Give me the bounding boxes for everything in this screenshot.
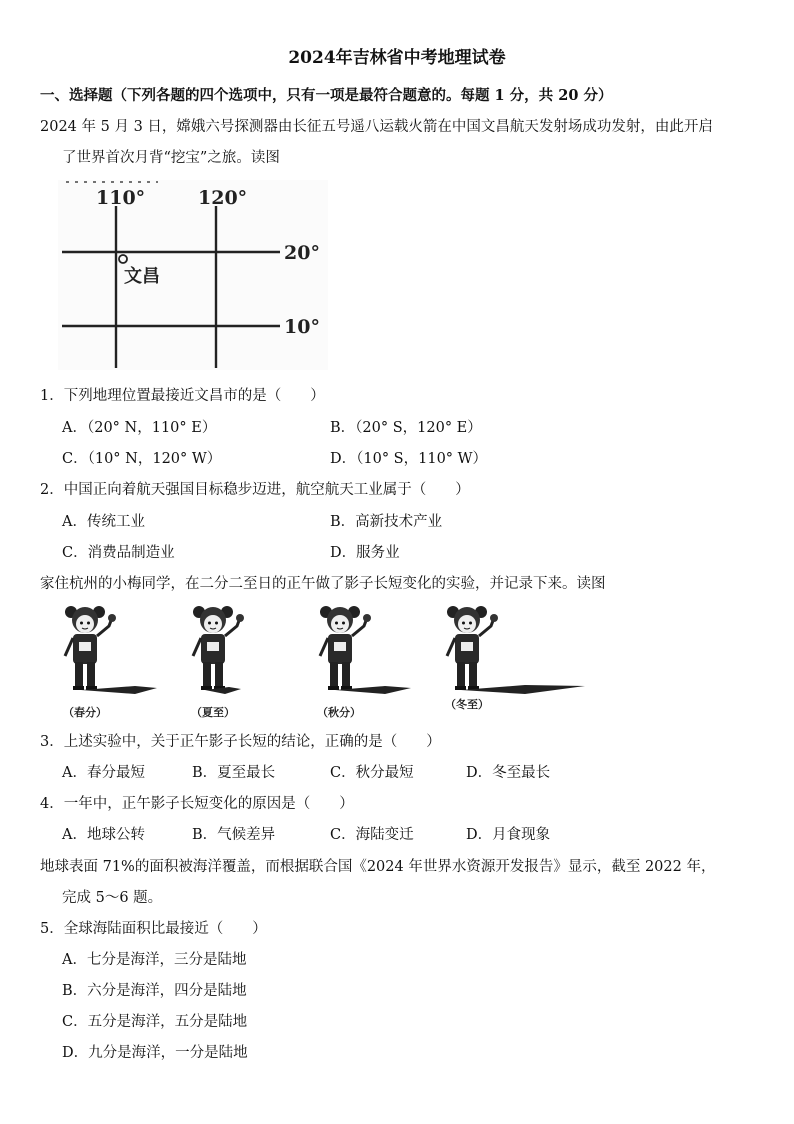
q2-option-a[interactable]: A．传统工业 [62, 514, 145, 530]
q5-option-a[interactable]: A．七分是海洋，三分是陆地 [62, 952, 247, 968]
figure-winter-solstice [445, 606, 585, 711]
label-autumn: （秋分） [317, 706, 361, 719]
q4-option-c[interactable]: C．海陆变迁 [330, 827, 414, 843]
label-winter: （冬至） [445, 698, 489, 711]
intro-paragraph-1: 2024 年 5 月 3 日，嫦娥六号探测器由长征五号遥八运载火箭在中国文昌航天发射场成功发射，由此开启 [40, 119, 713, 135]
intro-paragraph-2: 家住杭州的小梅同学，在二分二至日的正午做了影子长短变化的实验，并记录下来。读图 [40, 576, 606, 592]
q3-option-c[interactable]: C．秋分最短 [330, 765, 414, 781]
q5-option-d[interactable]: D．九分是海洋，一分是陆地 [62, 1045, 248, 1061]
q1-option-a[interactable]: A．（20° N，110° E） [62, 420, 217, 436]
q3-option-d[interactable]: D．冬至最长 [466, 765, 551, 781]
intro-paragraph-1-cont: 了世界首次月背“挖宝”之旅。读图 [62, 150, 280, 166]
lon-label-right: 120° [198, 187, 248, 209]
q1-option-d[interactable]: D．（10° S，110° W） [330, 451, 488, 467]
q2-option-d[interactable]: D．服务业 [330, 545, 400, 561]
shadow-winter [461, 685, 585, 694]
q3-option-a[interactable]: A．春分最短 [62, 765, 145, 781]
q3-option-b[interactable]: B．夏至最长 [192, 765, 276, 781]
intro-paragraph-3-cont: 完成 5～6 题。 [62, 890, 163, 906]
label-spring: （春分） [63, 706, 107, 719]
q4-option-b[interactable]: B．气候差异 [192, 827, 276, 843]
q4-stem: 4．一年中，正午影子长短变化的原因是（ ） [40, 796, 354, 812]
page-title: 2024年吉林省中考地理试卷 [288, 48, 506, 68]
figure-spring-equinox [63, 606, 157, 719]
label-summer: （夏至） [191, 706, 235, 719]
wenchang-map-figure [58, 180, 328, 370]
lat-label-bottom: 10° [284, 316, 320, 338]
lon-label-left: 110° [96, 187, 146, 209]
q3-stem: 3．上述实验中，关于正午影子长短的结论，正确的是（ ） [40, 734, 441, 750]
q2-stem: 2．中国正向着航天强国目标稳步迈进，航空航天工业属于（ ） [40, 482, 470, 498]
q1-option-b[interactable]: B．（20° S，120° E） [330, 420, 482, 436]
figure-autumn-equinox [317, 606, 411, 719]
q2-option-b[interactable]: B．高新技术产业 [330, 514, 443, 530]
figure-summer-solstice [191, 606, 244, 719]
lat-label-top: 20° [284, 242, 320, 264]
intro-paragraph-3: 地球表面 71%的面积被海洋覆盖，而根据联合国《2024 年世界水资源开发报告》显示，截至 2022 年， [40, 859, 716, 875]
q1-stem: 1．下列地理位置最接近文昌市的是（ ） [40, 388, 325, 404]
q4-option-d[interactable]: D．月食现象 [466, 827, 551, 843]
q5-stem: 5．全球海陆面积比最接近（ ） [40, 921, 267, 937]
q5-option-b[interactable]: B．六分是海洋，四分是陆地 [62, 983, 247, 999]
q5-option-c[interactable]: C．五分是海洋，五分是陆地 [62, 1014, 248, 1030]
q2-option-c[interactable]: C．消费品制造业 [62, 545, 175, 561]
q4-option-a[interactable]: A．地球公转 [62, 827, 145, 843]
q1-option-c[interactable]: C．（10° N，120° W） [62, 451, 222, 467]
section-heading: 一、选择题（下列各题的四个选项中，只有一项是最符合题意的。每题 1 分，共 20 分） [40, 87, 613, 104]
wenchang-label: 文昌 [124, 266, 160, 287]
shadow-experiment-figure [55, 604, 595, 722]
